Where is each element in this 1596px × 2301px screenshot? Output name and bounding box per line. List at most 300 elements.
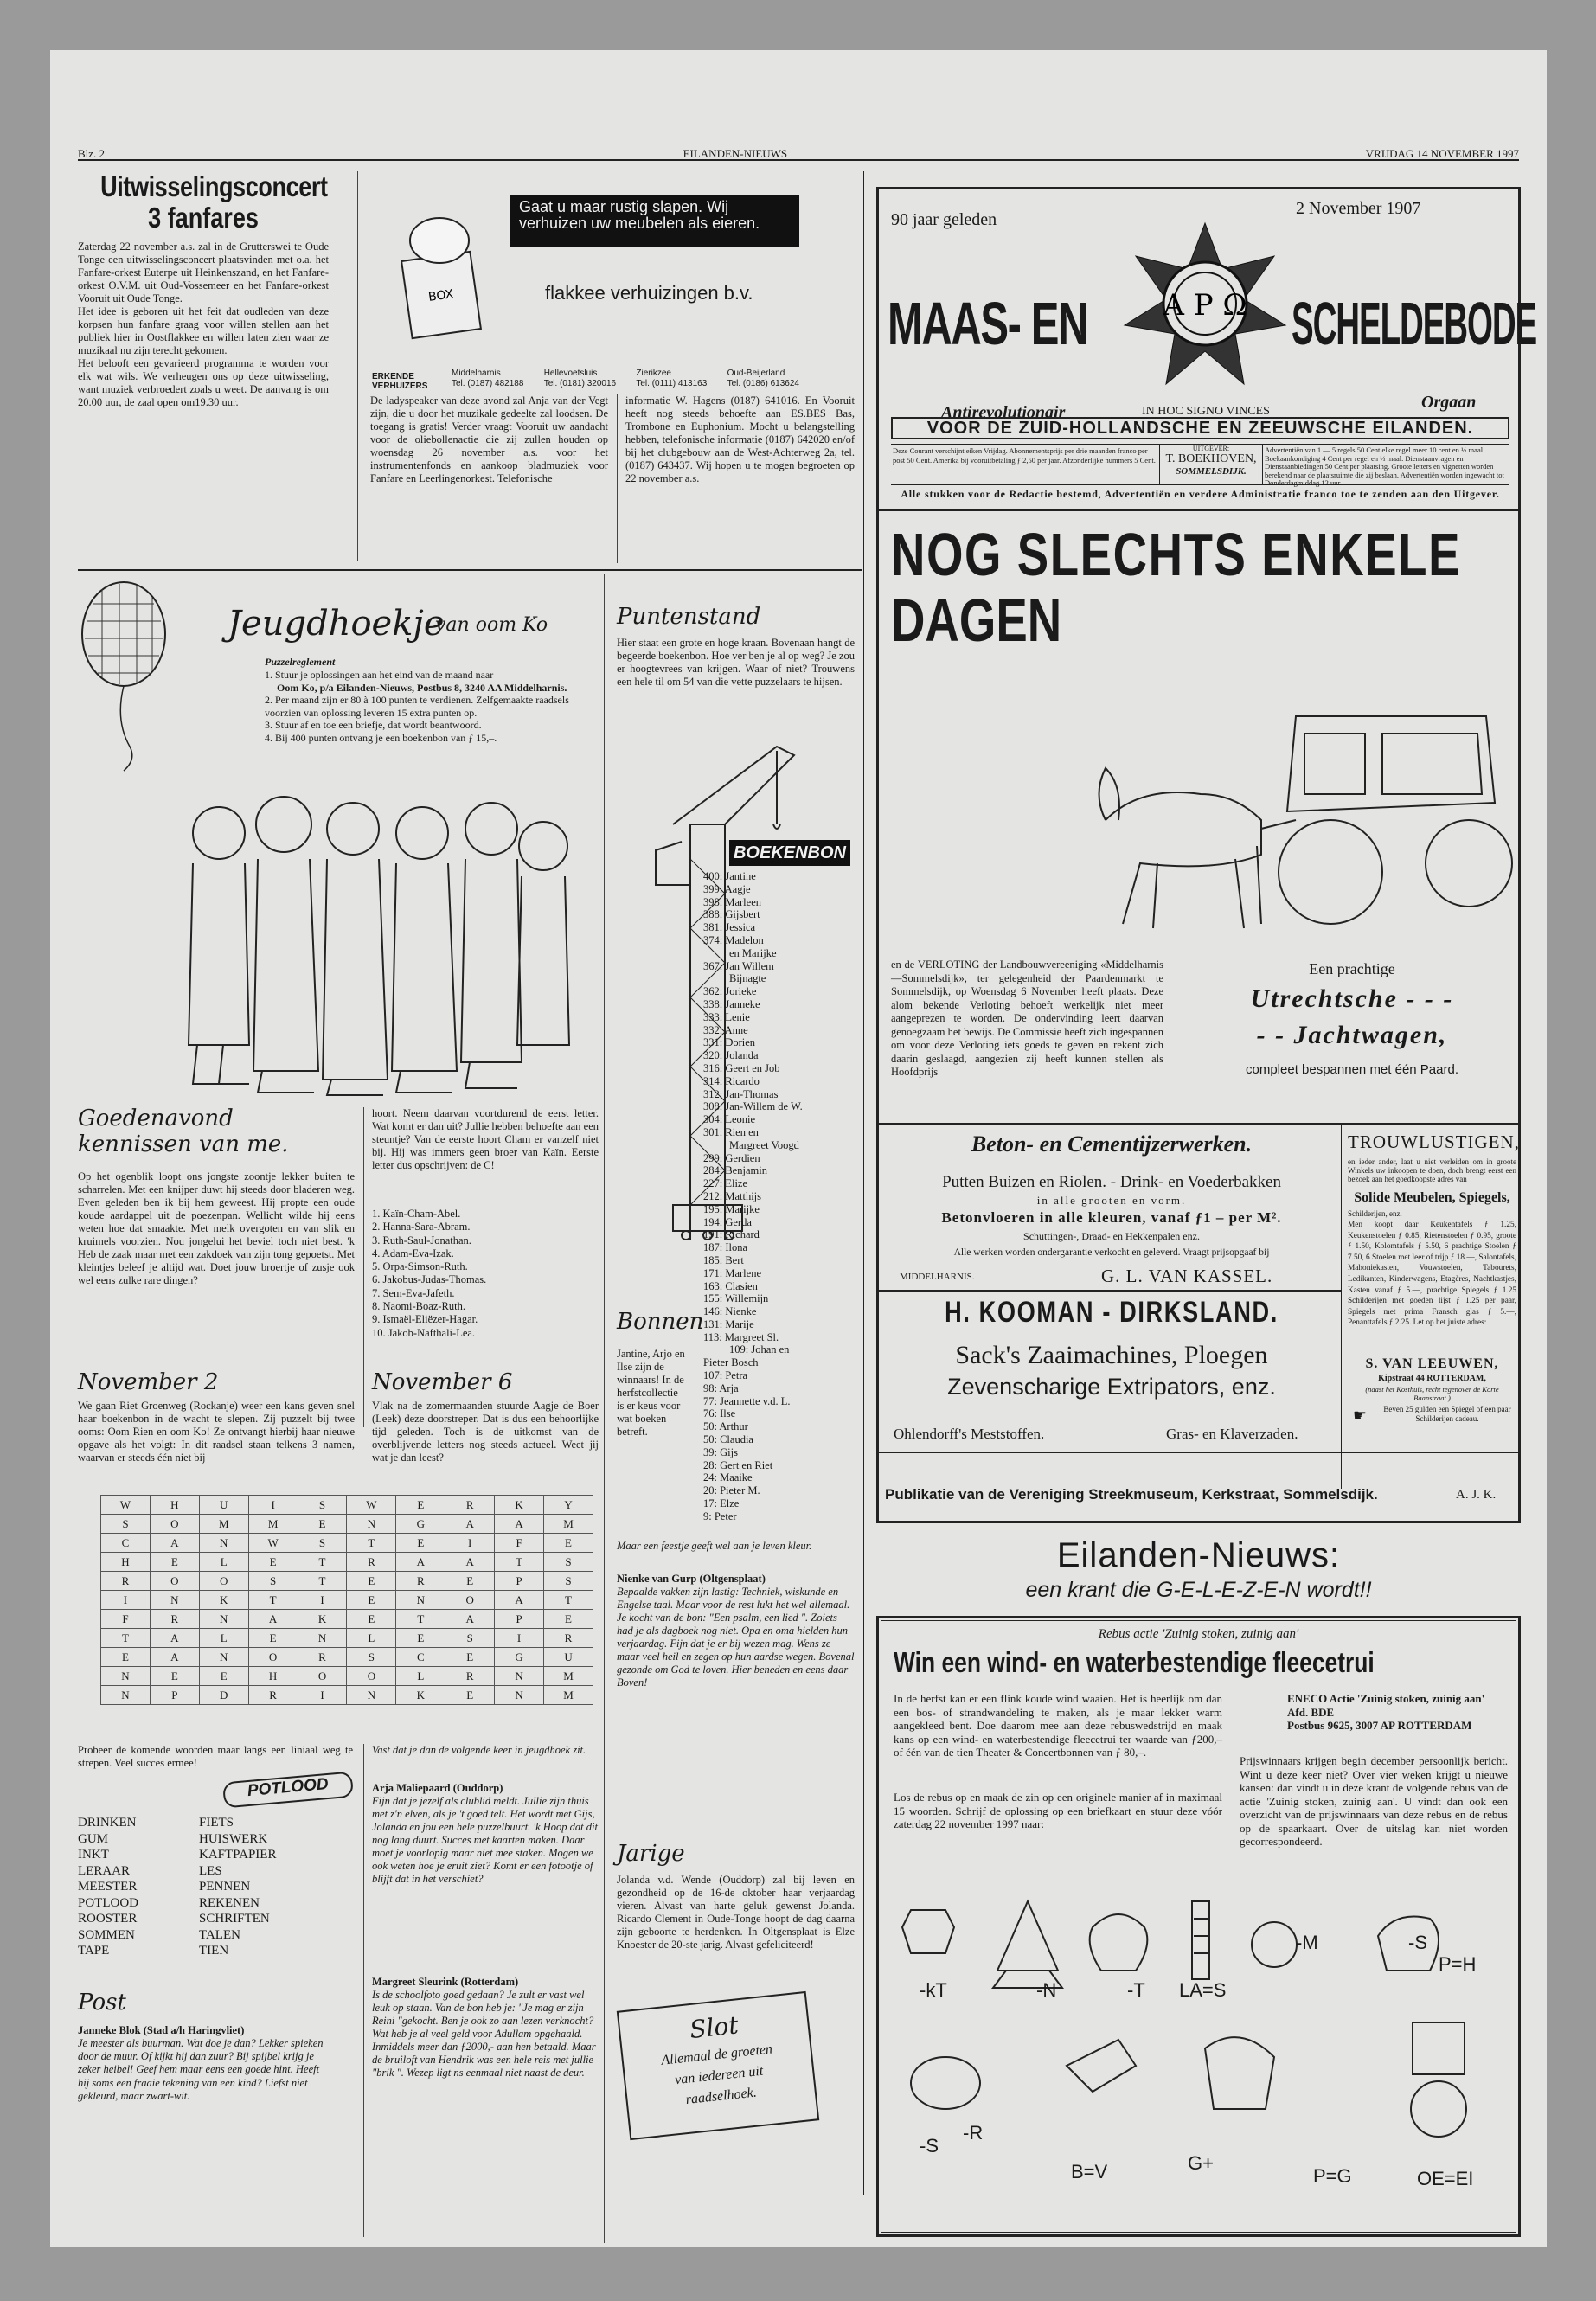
- post-text: Je meester als buurman. Wat doe je dan? Lekker spieken door de muur. Of kijkt hij dan zuur? Bij spijbel krijg je zeker heibel! Geef hem maar eens een goede hint. Heeft hij soms een fraaie tekening van een kind? Liefst niet gekleurd, maar zwart-wit.: [78, 2037, 324, 2102]
- grid-cell: K: [199, 1591, 248, 1610]
- grid-cell: A: [150, 1629, 199, 1648]
- score-row: 187: Ilona: [703, 1241, 748, 1254]
- slot-line: Allemaal de groeten: [660, 2041, 773, 2068]
- grid-cell: M: [544, 1515, 593, 1534]
- grid-cell: A: [396, 1553, 445, 1572]
- grid-cell: T: [101, 1629, 151, 1648]
- score-row: 398: Marleen: [703, 895, 761, 908]
- grid-cell: I: [248, 1496, 298, 1515]
- en-slogan-2: een krant die G-E-L-E-Z-E-N wordt!!: [1025, 1578, 1372, 1602]
- grid-cell: H: [150, 1496, 199, 1515]
- score-row: 50: Arthur: [703, 1420, 748, 1433]
- rebus-clue: -M: [1296, 1932, 1318, 1953]
- grid-cell: D: [199, 1686, 248, 1705]
- grid-cell: E: [248, 1629, 298, 1648]
- grid-cell: W: [248, 1534, 298, 1553]
- rebus-clue: -R: [963, 2122, 984, 2144]
- score-row: 381: Jessica: [703, 921, 756, 934]
- names-item: 2. Hanna-Sara-Abram.: [372, 1221, 471, 1234]
- moving-box-illustration: [372, 195, 502, 360]
- punten-title: Puntenstand: [617, 604, 761, 630]
- grid-cell: N: [101, 1667, 151, 1686]
- grid-cell: A: [445, 1515, 495, 1534]
- word-item: LERAAR: [78, 1863, 130, 1878]
- grid-cell: S: [101, 1515, 151, 1534]
- jarige-text: Jolanda v.d. Wende (Ouddorp) zal bij leven en gezondheid op de 16-de oktober haar verjaardag vieren. Alvast van harte geluk gewenst Jolanda. Ricardo Clement in Oude-Tonge hoopt de dag daarna zijn geboorte te herdenken. In Oltgensplaat is Elze Knoester de 20-ste jarig. Alvast gefeliciteerd!: [617, 1874, 855, 1951]
- masthead-orgaan: Orgaan: [1421, 393, 1477, 412]
- word-item: TALEN: [199, 1927, 240, 1942]
- grid-cell: S: [445, 1629, 495, 1648]
- grid-cell: E: [544, 1610, 593, 1629]
- chimney-icon: [1192, 1901, 1209, 1979]
- sun-icon: [1252, 1922, 1297, 1967]
- word-item: SOMMEN: [78, 1927, 135, 1942]
- grid-cell: A: [495, 1591, 544, 1610]
- grid-cell: M: [248, 1515, 298, 1534]
- word-item: REKENEN: [199, 1895, 260, 1910]
- score-row: 333: Lenie: [703, 1010, 750, 1023]
- names-item: 8. Naomi-Boaz-Ruth.: [372, 1300, 465, 1313]
- score-row: 284: Benjamin: [703, 1164, 767, 1177]
- word-item: ROOSTER: [78, 1912, 138, 1926]
- ad-trouw: TROUWLUSTIGEN,: [1348, 1131, 1520, 1152]
- balloon-illustration: [76, 574, 171, 772]
- grid-cell: L: [396, 1667, 445, 1686]
- goed-text: Op het ogenblik loopt ons jongste zoontje lekker buiten te scharrelen. Met een knijper duwt hij steeds door bladeren weg. Even geleden ben ik bij hem geweest. Hij propte een oude koude aardappel uit de poezenpan. Wellicht wilde hij eens weten hoe dat smaakte. Met melk overgoten en van slik en kruimels voorzien. Nou jongelui het beviel toch niet best. 'k Heb de zaak maar met een zakdoek van zijn tong gepoetst. Met kleintjes beleef je altijd wat. Doet jouw broertje of zusje ook wel eens zulke rare dingen?: [78, 1170, 355, 1286]
- emblem-icon: [1123, 221, 1287, 386]
- grid-cell: E: [298, 1515, 347, 1534]
- puzzle-rules: [265, 656, 598, 744]
- concert-continued: De ladyspeaker van deze avond zal Anja van der Vegt zijn, die u door het muzikale gedeelte zal loodsen. De toegang is gratis! Verder vraagt Vooruit uw aandacht voor de oliebollenactie die zij zullen houden op woensdag 26 november a.s. voor het instrumentenfonds en aankoop bladmuziek voor Fanfare en Leerlingenorkest. Telefonische: [370, 394, 608, 484]
- en-slogan-1: Eilanden-Nieuws:: [1056, 1536, 1341, 1574]
- movers-brand: flakkee verhuizingen b.v.: [545, 282, 753, 304]
- grid-cell: L: [347, 1629, 396, 1648]
- grid-cell: S: [298, 1496, 347, 1515]
- grid-cell: R: [150, 1610, 199, 1629]
- grid-cell: O: [150, 1572, 199, 1591]
- grid-cell: N: [199, 1648, 248, 1667]
- grid-cell: E: [150, 1667, 199, 1686]
- ad-zeven: Zevenscharige Extripators, enz.: [947, 1374, 1276, 1400]
- address-line: Afd. BDE: [1287, 1705, 1335, 1719]
- goed-title: Goedenavond: [78, 1106, 234, 1131]
- score-row: 76: Ilse: [703, 1407, 736, 1420]
- rebus-clue: P=H: [1439, 1953, 1477, 1975]
- score-row: 304: Leonie: [703, 1113, 756, 1126]
- grid-cell: R: [347, 1553, 396, 1572]
- word-item: PENNEN: [199, 1880, 251, 1894]
- rebus-clue: B=V: [1071, 2161, 1108, 2182]
- ad-gras: Gras- en Klaverzaden.: [1166, 1426, 1298, 1442]
- ad-solide: Solide Meubelen, Spiegels,: [1354, 1190, 1510, 1205]
- rule-item: 3. Stuur af en toe een briefje, dat wordt beantwoord.: [265, 719, 482, 731]
- info-place: SOMMELSDIJK.: [1176, 466, 1247, 477]
- grid-cell: N: [199, 1610, 248, 1629]
- grid-cell: L: [199, 1553, 248, 1572]
- score-row: 171: Marlene: [703, 1266, 761, 1279]
- ad-utrecht: Utrechtsche - - -: [1250, 984, 1454, 1013]
- grid-cell: E: [445, 1572, 495, 1591]
- grid-cell: R: [445, 1667, 495, 1686]
- rebus-p3: Prijswinnaars krijgen begin december persoonlijk bericht. Wint u deze keer niet? Over vier weken krijgt u nieuwe kansen: dan vindt u in deze krant de volgende rebus van de actie 'Zuinig stoken, zuinig aan'. U vindt dan ook een overzicht van de prijswinnaars van deze rebus en de rebus op de spaarkaart. Over de uitslag kan niet worden gecorrespondeerd.: [1240, 1754, 1508, 1848]
- potlood-words: [78, 1815, 355, 1959]
- score-row: 299: Gerdien: [703, 1151, 760, 1164]
- grid-cell: S: [544, 1553, 593, 1572]
- ad-beven: Beven 25 gulden een Spiegel of een paar Schilderijen cadeau.: [1383, 1405, 1511, 1423]
- rules-title: Puzzelreglement: [265, 656, 336, 668]
- grid-cell: S: [544, 1572, 593, 1591]
- info-uitgever: T. BOEKHOVEN,: [1165, 452, 1257, 465]
- grid-cell: M: [199, 1515, 248, 1534]
- grid-cell: N: [347, 1515, 396, 1534]
- nov2-text: We gaan Riet Groenweg (Rockanje) weer een kans geven snel haar boekenbon in de wacht te slepen. Zij puzzelt bij twee ooms: Oom Rien en oom Ko! Ze ontvangt hierbij haar nieuwe opgave als het volgt: In dit raadsel staan telkens 3 namen, waarvan er steeds één niet bij: [78, 1400, 355, 1464]
- score-row: Pieter Bosch: [703, 1356, 759, 1369]
- movers-logo-text: ERKENDE VERHUIZERS: [372, 372, 428, 391]
- slot-line: van iedereen uit: [674, 2063, 765, 2088]
- concert-p2: Het idee is geboren uit het feit dat oudleden van deze korpsen hun fanfare graag voor willen stellen aan het publiek hier in Oostflakkee en willen laten zien waar ze muzikaal nu zijn terecht gekomen.: [78, 305, 329, 356]
- office-name: Hellevoetsluis: [543, 369, 598, 378]
- nov6-title: November 6: [372, 1369, 513, 1395]
- grid-cell: R: [396, 1572, 445, 1591]
- score-row: 388: Gijsbert: [703, 908, 760, 921]
- top-hat-icon: [1413, 2022, 1465, 2074]
- grid-cell: C: [101, 1534, 151, 1553]
- ink-bottle-icon: [902, 1910, 954, 1953]
- movers-offices: [452, 369, 799, 389]
- ad-betonvloer: Betonvloeren in alle kleuren, vanaf ƒ1 – per M².: [941, 1209, 1282, 1226]
- score-row: 332: Anne: [703, 1023, 748, 1036]
- verloting-text: en de VERLOTING der Landbouwvereeniging «Middelharnis—Sommelsdijk», ter gelegenheid der Paardenmarkt te Sommelsdijk, op Woensdag 6 November heeft plaats. Deze alom bekende Verloting behoeft werkelijk niet meer aangeprezen te worden. De ondervinding leert daarvan genoegzaam het bewijs. De Commissie heeft zich ingespannen om voor deze Verloting iets goeds te geven en rekent zich daarin geslaagd, aangezien zij heeft kunnen stellen als Hoofdprijs: [891, 958, 1163, 1078]
- newspaper-page: [50, 50, 1547, 2247]
- page-header: [78, 147, 1519, 161]
- word-item: LES: [199, 1863, 222, 1878]
- rebus-address: [1287, 1692, 1484, 1733]
- score-row: 107: Petra: [703, 1369, 748, 1382]
- grid-cell: N: [347, 1686, 396, 1705]
- grid-cell: T: [347, 1534, 396, 1553]
- grid-cell: C: [396, 1648, 445, 1667]
- grid-cell: M: [544, 1667, 593, 1686]
- word-item: TAPE: [78, 1944, 110, 1958]
- score-row: 185: Bert: [703, 1253, 744, 1266]
- score-row: 227: Elize: [703, 1177, 748, 1190]
- tree-icon: [993, 1901, 1062, 1988]
- margreet-name: Margreet Sleurink (Rotterdam): [372, 1976, 519, 1988]
- ad-date: 2 November 1907: [1296, 199, 1421, 218]
- scores-list: [703, 870, 859, 1523]
- grid-cell: O: [298, 1667, 347, 1686]
- ad-big-1: NOG SLECHTS ENKELE: [891, 521, 1462, 588]
- boekenbon-label: BOEKENBON: [729, 840, 850, 866]
- address-line: ENECO Actie 'Zuinig stoken, zuinig aan': [1287, 1692, 1485, 1705]
- issue-date: VRIJDAG 14 NOVEMBER 1997: [1365, 147, 1519, 160]
- rebus-clue: -S: [920, 2135, 939, 2157]
- rebus-clue: OE=EI: [1417, 2168, 1474, 2189]
- publikatie-initials: A. J. K.: [1456, 1488, 1497, 1502]
- ad-schutting: Schuttingen-, Draad- en Hekkenpalen enz.: [1023, 1230, 1200, 1242]
- score-row: 113: Margreet Sl.: [703, 1330, 779, 1343]
- grid-cell: N: [298, 1629, 347, 1648]
- punten-footer: Maar een feestje geeft wel aan je leven kleur.: [617, 1540, 812, 1552]
- masthead-left: MAAS- EN: [888, 290, 1088, 357]
- rebus-clue: -S: [1408, 1932, 1427, 1953]
- word-item: GUM: [78, 1831, 109, 1846]
- score-row: 399: Aagje: [703, 882, 751, 895]
- nienke-text: Bepaalde vakken zijn lastig: Techniek, wiskunde en Engelse taal. Maar voor de rest lukt het wel allemaal. Je kocht van de bon: "Een psalm, een lied ". Zoiets had je als dagboek nog niet. Opa en oma hielden hun verjaardag. Fijn dat je er bij wezen mag. Wens ze maar veel heil en zegen op hun aardse wegen. Bovenal gezonde om God te loven. Hier beneden en eens daar Boven!: [617, 1586, 855, 1689]
- score-row: 146: Nienke: [703, 1305, 757, 1318]
- score-row: 163: Clasien: [703, 1279, 758, 1292]
- grid-cell: R: [298, 1648, 347, 1667]
- children-illustration: [171, 785, 578, 1097]
- score-row: 194: Gerda: [703, 1215, 752, 1228]
- score-row: 131: Marije: [703, 1317, 754, 1330]
- face-icon: [1411, 2081, 1466, 2137]
- masthead-anti: Antirevolutionair: [941, 403, 1066, 422]
- score-row: 212: Matthijs: [703, 1189, 762, 1202]
- grid-cell: A: [150, 1534, 199, 1553]
- grid-cell: I: [445, 1534, 495, 1553]
- concert-p1: Zaterdag 22 november a.s. zal in de Grutterswei te Oude Tonge een uitwisselingsconcert plaatsvinden met o.a. het Fanfare-orkest Euterpe uit Heinkenszand, en het Fanfare-orkest O.V.M. uit Oud-Vossemeer en het Fanfare-orkest Vooruit uit Oude Tonge.: [78, 240, 329, 304]
- score-row: 320: Jolanda: [703, 1049, 759, 1062]
- rule-item: 4. Bij 400 punten ontvang je een boekenbon van ƒ 15,–.: [265, 731, 497, 744]
- paper-name: EILANDEN-NIEUWS: [683, 147, 788, 160]
- grid-cell: A: [495, 1515, 544, 1534]
- ad-jacht: - - Jachtwagen,: [1256, 1021, 1448, 1049]
- rebus-clue: -kT: [920, 1979, 947, 2001]
- info-subscription: Deze Courant verschijnt eiken Vrijdag. Abonnementsprijs per drie maanden franco per post 50 Cent. Amerika bij vooruitbetaling ƒ 2,50 per jaar. Afzonderlijke nummers 5 Cent.: [893, 446, 1156, 465]
- concert-continued-2: informatie W. Hagens (0187) 641016. En Vooruit heeft nog steeds behoefte aan ES.BES Bas, Trombone en Euphonium. Mocht u belangstelling hebben, telefonische informatie (0187) 642020 en/of bij het clubgebouw aan de West-Achterweg 2a, tel. (0187) 643437. Wij hopen u te mogen begroeten op 22 november a.s.: [625, 394, 855, 484]
- score-row: 338: Janneke: [703, 997, 760, 1010]
- grid-cell: F: [101, 1610, 151, 1629]
- ad-beton: Beton- en Cementijzerwerken.: [971, 1131, 1253, 1157]
- grid-cell: E: [396, 1629, 445, 1648]
- concert-title: Uitwisselingsconcert: [100, 170, 328, 202]
- grid-cell: G: [396, 1515, 445, 1534]
- grid-cell: K: [396, 1686, 445, 1705]
- grid-cell: Y: [544, 1496, 593, 1515]
- grid-cell: R: [101, 1572, 151, 1591]
- score-row: 367: Jan Willem: [703, 959, 774, 972]
- ad-ohlendorff: Ohlendorff's Meststoffen.: [894, 1426, 1045, 1442]
- slot-title: Slot: [688, 2010, 740, 2045]
- score-row: 301: Rien en: [703, 1125, 759, 1138]
- punten-text: Hier staat een grote en hoge kraan. Bovenaan hangt de begeerde boekenbon. Hoe ver ben je al op weg? Je zou er hoogtevrees van krijgen. Waar of niet? Trouwens een hele til om 54 van die vette puzzelaars te hijsen.: [617, 637, 855, 688]
- score-row: 17: Elze: [703, 1497, 740, 1510]
- margreet-text: Is de schoolfoto goed gedaan? Je zult er vast wel leuk op staan. Van de bon heb je: "Je mag er zijn Reini "gekocht. Ben je ook zo aan lezen verknocht? Wat heb je al veel geld voor Adullam opgehaald. Inmiddels meer dan ƒ2000,- aan hen betaald. Maar de bruiloft van Hendrik was een hele reis met jullie "brik ". Wezep ligt ns eenmaal niet naast de deur.: [372, 1989, 596, 2079]
- score-row: 9: Peter: [703, 1509, 737, 1522]
- svg-text:BOX: BOX: [427, 287, 455, 304]
- jarige-title: Jarige: [617, 1841, 685, 1867]
- slot-line: raadselhoek.: [684, 2085, 758, 2108]
- rebus-title: Win een wind- en waterbestendige fleecetrui: [894, 1646, 1375, 1678]
- page-number: Blz. 2: [78, 147, 106, 160]
- names-item: 10. Jakob-Nafthali-Lea.: [372, 1326, 476, 1339]
- score-row: 195: Marijke: [703, 1202, 760, 1215]
- vast-text: Vast dat je dan de volgende keer in jeugdhoek zit.: [372, 1744, 586, 1756]
- word-item: TIEN: [199, 1944, 229, 1958]
- office-tel: Tel. (0181) 320016: [543, 379, 617, 388]
- word-item: HUISWERK: [199, 1831, 268, 1846]
- names-item: 9. Ismaël-Eliëzer-Hagar.: [372, 1313, 478, 1326]
- nov2-title: November 2: [78, 1369, 219, 1395]
- score-row: 362: Jorieke: [703, 985, 757, 998]
- ad-alle-werken: Alle werken worden ondergarantie verkocht en geleverd. Vraagt prijsopgaaf bij: [953, 1247, 1270, 1258]
- grid-cell: H: [248, 1667, 298, 1686]
- bonnen-title: Bonnen: [617, 1309, 704, 1335]
- office-name: Middelharnis: [452, 369, 501, 378]
- grid-cell: F: [495, 1534, 544, 1553]
- grid-cell: I: [298, 1686, 347, 1705]
- score-row: 314: Ricardo: [703, 1074, 760, 1087]
- arja-name: Arja Maliepaard (Ouddorp): [372, 1782, 503, 1794]
- grid-cell: O: [347, 1667, 396, 1686]
- grid-cell: E: [347, 1572, 396, 1591]
- score-row: 191: Richard: [703, 1228, 760, 1241]
- grid-cell: A: [445, 1553, 495, 1572]
- movers-slogan: Gaat u maar rustig slapen. Wij verhuizen uw meubelen als eieren.: [510, 195, 799, 247]
- ad-schilder: Schilderijen, enz.: [1348, 1209, 1402, 1218]
- ad-kip2: (naast het Kosthuis, recht tegenover de Korte Baanstraat.): [1365, 1385, 1499, 1402]
- office-tel: Tel. (0187) 482188: [452, 379, 524, 388]
- carriage-illustration: [1088, 699, 1516, 950]
- ad-middelharnis: MIDDELHARNIS.: [900, 1272, 975, 1282]
- score-row: Bijnagte: [729, 972, 766, 985]
- concert-subtitle: 3 fanfares: [148, 202, 259, 234]
- concert-article: [78, 171, 329, 409]
- grid-cell: A: [248, 1610, 298, 1629]
- grid-cell: P: [150, 1686, 199, 1705]
- bonnen-text: Jantine, Arjo en Ilse zijn de winnaars! In de herfstcollectie is er keus voor wat boeken betreft.: [617, 1348, 685, 1438]
- drill-icon: [1067, 2040, 1136, 2092]
- rebus-p2: Los de rebus op en maak de zin op een originele manier af in maximaal 15 woorden. Schrijf de oplossing op een briefkaart en stuur deze vóór zaterdag 22 november 1997 naar:: [894, 1791, 1222, 1830]
- ad-kooman: H. KOOMAN - DIRKSLAND.: [945, 1296, 1279, 1329]
- masthead-footer: Alle stukken voor de Redactie bestemd, Advertentiën en verdere Administratie franco toe te zenden aan den Uitgever.: [901, 488, 1500, 500]
- grid-cell: I: [298, 1591, 347, 1610]
- grid-cell: O: [445, 1591, 495, 1610]
- jeugd-title: Jeugdhoekje: [228, 604, 445, 644]
- ad-sack: Sack's Zaaimachines, Ploegen: [955, 1341, 1268, 1369]
- ad-meubels: Men koopt daar Keukentafels ƒ 1.25, Keukenstoelen ƒ 0.85, Rietenstoelen ƒ 0.95, groote ƒ 1.50, Kolomtafels ƒ 5.50, 6 prachtige Stoelen ƒ 7.50, 6 Stoelen met leer of trijp ƒ 18.—, Salontafels, Mahoniekasten, Vouwstoelen, Tabourets, Ledikanten, Kinderwagens, Etagères, Nachtkastjes, Kasten vanaf ƒ 5.—, prachtige Spiegels ƒ 1.25 Schilderijen met goeden lijst ƒ 1.25 per paar, Spiegels met prima Fransch glas ƒ 5.—, Penanttafels ƒ 2.25. Let op het juiste adres:: [1348, 1221, 1516, 1328]
- score-row: Margreet Voogd: [729, 1138, 799, 1151]
- rebus-top: Rebus actie 'Zuinig stoken, zuinig aan': [1098, 1627, 1299, 1641]
- score-row: 374: Madelon: [703, 933, 764, 946]
- grid-cell: A: [150, 1648, 199, 1667]
- score-row: 308: Jan-Willem de W.: [703, 1100, 803, 1113]
- potlood-label: POTLOOD: [222, 1772, 354, 1809]
- grid-cell: N: [101, 1686, 151, 1705]
- word-item: DRINKEN: [78, 1816, 137, 1830]
- grid-cell: R: [248, 1686, 298, 1705]
- grid-cell: K: [495, 1496, 544, 1515]
- names-item: 7. Sem-Eva-Jafeth.: [372, 1286, 455, 1299]
- score-row: 50: Claudia: [703, 1433, 753, 1446]
- rebus-clue: -T: [1127, 1979, 1145, 2001]
- grid-cell: T: [248, 1591, 298, 1610]
- grid-cell: E: [101, 1648, 151, 1667]
- ad-prachtige: Een prachtige: [1309, 960, 1395, 977]
- rule-address: Oom Ko, p/a Eilanden-Nieuws, Postbus 8, 3240 AA Middelharnis.: [277, 681, 567, 694]
- grid-cell: S: [248, 1572, 298, 1591]
- score-row: 400: Jantine: [703, 870, 756, 882]
- ad-leeuwen: S. VAN LEEUWEN,: [1365, 1356, 1499, 1371]
- info-uitgever-label: UITGEVER:: [1192, 445, 1230, 452]
- grid-cell: L: [199, 1629, 248, 1648]
- goed-continued: hoort. Neem daarvan voortdurend de eerst letter. Wat komt er dan uit? Jullie hebben behoefte aan een steuntje? Van de eerste hoort Cham er vanzelf niet bij. Hij was immers geen broer van Kaïn. Eerste letter dus opschrijven: de C!: [372, 1107, 599, 1171]
- grid-cell: P: [495, 1572, 544, 1591]
- word-item: KAFTPAPIER: [199, 1848, 277, 1862]
- score-row: 312: Jan-Thomas: [703, 1087, 779, 1100]
- grid-cell: R: [445, 1496, 495, 1515]
- rebus-clue: G+: [1188, 2152, 1214, 2174]
- grid-cell: E: [248, 1553, 298, 1572]
- office-name: Oud-Beijerland: [727, 369, 785, 378]
- deer-icon: [1090, 1914, 1148, 1971]
- ad-ago: 90 jaar geleden: [891, 210, 997, 229]
- address-line: Postbus 9625, 3007 AP ROTTERDAM: [1287, 1719, 1472, 1732]
- goed-subtitle: kennissen van me.: [78, 1131, 289, 1157]
- grid-cell: U: [544, 1648, 593, 1667]
- potlood-intro: Probeer de komende woorden maar langs een liniaal weg te strepen. Veel succes ermee!: [78, 1744, 353, 1769]
- nienke-name: Nienke van Gurp (Oltgensplaat): [617, 1573, 766, 1585]
- grid-cell: T: [544, 1591, 593, 1610]
- rule-item: 2. Per maand zijn er 80 à 100 punten te verdienen. Zelfgemaakte raadsels voorzien van oplossing leveren 15 extra punten op.: [265, 694, 569, 719]
- names-item: 1. Kaïn-Cham-Abel.: [372, 1208, 461, 1220]
- office-tel: Tel. (0186) 613624: [727, 379, 799, 388]
- names-item: 3. Ruth-Saul-Jonathan.: [372, 1234, 471, 1247]
- grid-cell: P: [495, 1610, 544, 1629]
- score-row: en Marijke: [729, 946, 777, 959]
- rebus-p1: In de herfst kan er een flink koude wind waaien. Het is heerlijk om dan een bos- of strandwandeling te maken, als je maar lekker warm aangekleed bent. Doe daarom mee aan deze rebuswedstrijd en maak kans op een wind- en waterbestendige fleecetrui ter waarde van ƒ200,– of één van de tien Theater & Concertbonnen van ƒ 80,–.: [894, 1692, 1222, 1759]
- score-row: 39: Gijs: [703, 1445, 738, 1458]
- grid-cell: K: [298, 1610, 347, 1629]
- post-title: Post: [78, 1990, 126, 2016]
- word-item: SCHRIFTEN: [199, 1912, 270, 1926]
- grid-cell: N: [150, 1591, 199, 1610]
- score-row: 331: Dorien: [703, 1036, 756, 1049]
- word-item: POTLOOD: [78, 1895, 138, 1910]
- rebus-clue: P=G: [1313, 2165, 1352, 2187]
- svg-text:A P Ω: A P Ω: [1163, 288, 1247, 323]
- grid-cell: O: [199, 1572, 248, 1591]
- grid-cell: E: [347, 1591, 396, 1610]
- names-item: 4. Adam-Eva-Izak.: [372, 1247, 454, 1259]
- grid-cell: E: [396, 1496, 445, 1515]
- grid-cell: I: [495, 1629, 544, 1648]
- grid-cell: E: [445, 1648, 495, 1667]
- grid-cell: T: [298, 1553, 347, 1572]
- grid-cell: E: [396, 1534, 445, 1553]
- arja-text: Fijn dat je jezelf als clublid meldt. Jullie zijn thuis met z'n elven, als je 't goed telt. Het wordt met Gijs, Jolanda en jou een hele puzzelbuurt. 'k Hoop dat dit nog lang duurt. Succes met kaarten maken. Daar moet je voorlopig maar niet mee staken. Mogen we ook weten hoe je eruit ziet? Komt er een fotootje of blijft dat in het verschiet?: [372, 1795, 598, 1885]
- score-row: 77: Jeannette v.d. L.: [703, 1394, 791, 1407]
- grid-cell: N: [199, 1534, 248, 1553]
- grid-cell: S: [298, 1534, 347, 1553]
- names-item: 6. Jakobus-Judas-Thomas.: [372, 1273, 487, 1286]
- office-name: Zierikzee: [636, 369, 671, 378]
- ad-in-alle: in alle grooten en vorm.: [1036, 1194, 1187, 1207]
- grid-cell: E: [544, 1534, 593, 1553]
- word-item: FIETS: [199, 1816, 234, 1830]
- grid-cell: A: [445, 1610, 495, 1629]
- grid-cell: T: [495, 1553, 544, 1572]
- ad-putten: Putten Buizen en Riolen. - Drink- en Voederbakken: [942, 1173, 1281, 1191]
- score-row: 155: Willemijn: [703, 1292, 769, 1305]
- grid-cell: E: [150, 1553, 199, 1572]
- grid-cell: W: [101, 1496, 151, 1515]
- score-row: 28: Gert en Riet: [703, 1458, 773, 1471]
- pig-icon: [1205, 2037, 1274, 2109]
- rule-item: 1. Stuur je oplossingen aan het eind van de maand naar: [265, 669, 494, 681]
- rebus-clue: -N: [1036, 1979, 1057, 2001]
